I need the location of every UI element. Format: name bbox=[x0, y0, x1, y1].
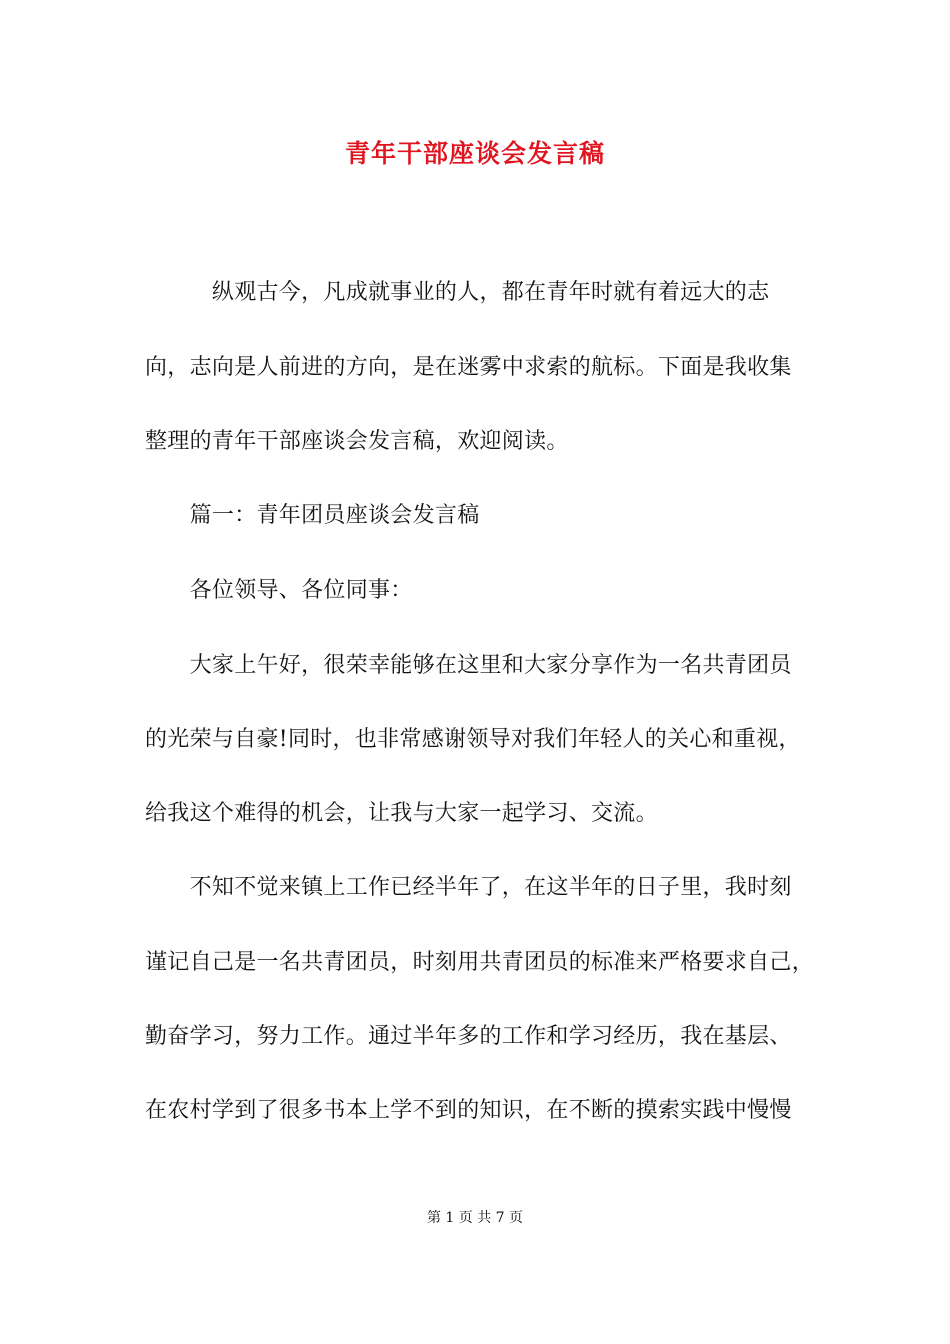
paragraph-line: 勤奋学习，努力工作。通过半年多的工作和学习经历，我在基层、 bbox=[145, 1024, 792, 1049]
paragraph-line: 在农村学到了很多书本上学不到的知识，在不断的摸索实践中慢慢 bbox=[145, 1098, 792, 1123]
page-footer: 第 1 页 共 7 页 bbox=[426, 1210, 524, 1226]
document-title: 青年干部座谈会发言稿 bbox=[344, 139, 605, 168]
paragraph-line: 谨记自己是一名共青团员，时刻用共青团员的标准来严格要求自己， bbox=[145, 950, 815, 975]
paragraph-line: 向，志向是人前进的方向，是在迷雾中求索的航标。下面是我收集 bbox=[145, 355, 792, 380]
paragraph-line: 不知不觉来镇上工作已经半年了，在这半年的日子里，我时刻 bbox=[145, 875, 792, 900]
salutation: 各位领导、各位同事： bbox=[145, 578, 413, 603]
paragraph-line: 整理的青年干部座谈会发言稿，欢迎阅读。 bbox=[145, 429, 569, 454]
section-heading: 篇一：青年团员座谈会发言稿 bbox=[145, 503, 480, 528]
paragraph-line: 大家上午好，很荣幸能够在这里和大家分享作为一名共青团员 bbox=[145, 653, 792, 678]
paragraph-line: 给我这个难得的机会，让我与大家一起学习、交流。 bbox=[145, 801, 658, 826]
paragraph-line: 的光荣与自豪!同时，也非常感谢领导对我们年轻人的关心和重视， bbox=[145, 727, 801, 752]
paragraph-line: 纵观古今，凡成就事业的人，都在青年时就有着远大的志 bbox=[145, 280, 770, 305]
